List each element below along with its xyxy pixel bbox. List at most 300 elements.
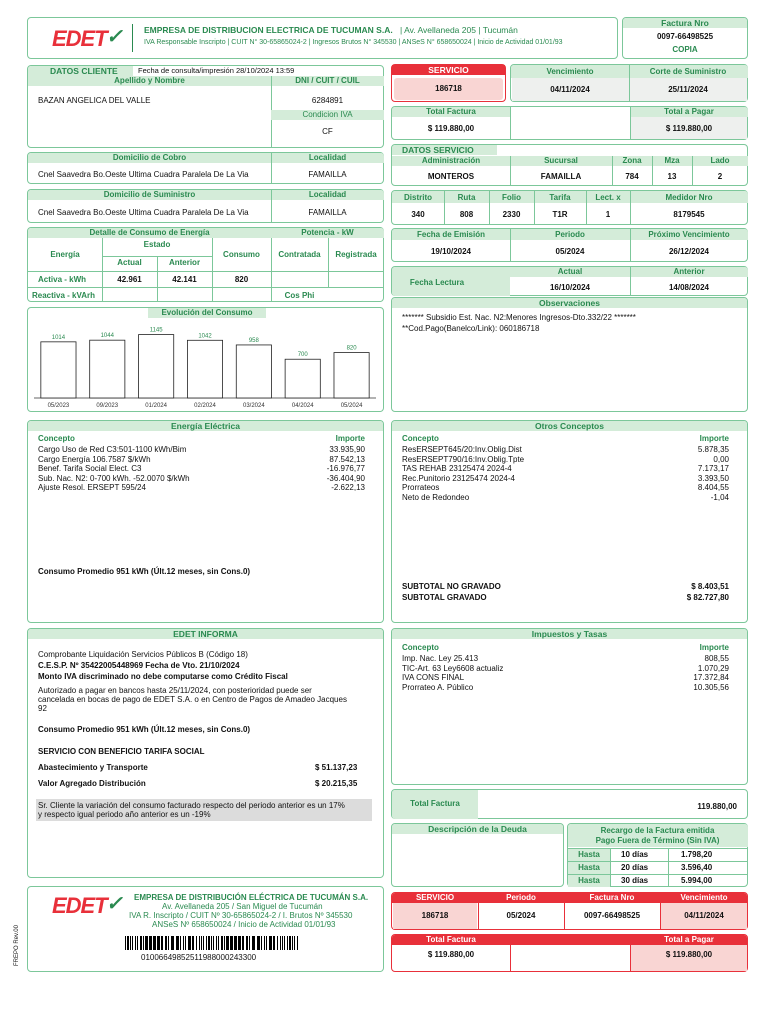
- barcode-bar: [127, 936, 129, 950]
- admin-label: Administración: [421, 156, 481, 165]
- chart-bar: [236, 345, 271, 398]
- datos-servicio-box: [391, 144, 748, 186]
- iva-value: CF: [322, 127, 333, 136]
- obs-line2: **Cod.Pago(Banelco/Link): 060186718: [402, 324, 540, 333]
- barcode-bar: [203, 936, 204, 950]
- barcode-bar: [292, 936, 293, 950]
- venc-label: Vencimiento: [546, 67, 594, 76]
- otros-concepto-1: ResERSEPT790/16:Inv.Oblig.Tpte: [402, 454, 525, 464]
- informa-l5: cancelada en bocas de pago de EDET S.A. o en Centro de Pagos de Amadeo Jacques: [38, 695, 347, 704]
- otros-row: [402, 474, 729, 484]
- talon-total-value: $ 119.880,00: [427, 950, 475, 959]
- total-box: [391, 106, 748, 140]
- barcode-bar: [157, 936, 160, 950]
- barcode-bar: [176, 936, 179, 950]
- energia-concepto-0: Cargo Uso de Red C3:501-1100 kWh/Bim: [38, 445, 187, 454]
- variacion-l1: Sr. Cliente la variación del consumo facturado respecto del periodo anterior es un 17%: [38, 801, 345, 810]
- barcode-bar: [249, 936, 250, 950]
- otros-row: [402, 483, 729, 493]
- chart-data-label: 820: [346, 345, 357, 352]
- talon-total-box: [391, 934, 748, 972]
- otros-row: [402, 464, 729, 474]
- barcode-bar: [213, 936, 214, 950]
- talon-pagar-label: Total a Pagar: [664, 935, 714, 944]
- recargo-rows: [568, 848, 747, 887]
- contratada-label: Contratada: [278, 250, 321, 259]
- lect-actual-value: 16/10/2024: [549, 283, 591, 292]
- energia-row: [38, 464, 365, 474]
- talon-serv-label: SERVICIO: [415, 893, 455, 902]
- folio-value: 2330: [502, 210, 521, 219]
- impuestos-concepto-0: Imp. Nac. Ley 25.413: [402, 654, 479, 663]
- emision-value: 19/10/2024: [430, 247, 472, 256]
- lectura-box: [391, 266, 748, 296]
- informa-l1: Comprobante Liquidación Servicios Públicos B (Código 18): [38, 650, 248, 659]
- barcode-bar: [261, 936, 262, 950]
- informa-l2: C.E.S.P. Nº 35422005448969 Fecha de Vto. 21/10/2024: [38, 661, 240, 670]
- barcode-bar: [226, 936, 229, 950]
- datos-servicio-title: DATOS SERVICIO: [402, 145, 474, 155]
- talon-venc-label: Vencimiento: [680, 893, 728, 902]
- otros-importe-4: 8.404,55: [697, 483, 729, 492]
- talon-iva: IVA R. Inscripto / CUIT Nº 30-65865024-2 / I. Brutos Nº 345530: [129, 911, 353, 920]
- edet-logo: EDET: [52, 26, 107, 51]
- barcode-bar: [143, 936, 144, 950]
- barcode-bar: [149, 936, 152, 950]
- energia-box: [27, 420, 384, 623]
- energia-concepto-4: Ajuste Resol. ERSEPT 595/24: [38, 483, 146, 492]
- impuestos-box: [391, 628, 748, 785]
- recargo-dias: 10 días: [610, 849, 668, 861]
- otros-row: [402, 455, 729, 465]
- barcode-bar: [252, 936, 255, 950]
- zona-value: 784: [625, 172, 639, 181]
- factura-label: Factura Nro: [623, 18, 747, 28]
- impuestos-row: [402, 664, 729, 674]
- talon-pagar-value: $ 119.880,00: [665, 950, 713, 959]
- talon-anses: ANSeS Nº 658650024 / Inicio de Actividad 01/01/93: [152, 920, 336, 929]
- barcode-bar: [216, 936, 217, 950]
- ruta-label: Ruta: [457, 193, 476, 202]
- impuestos-concepto-2: IVA CONS FINAL: [402, 673, 465, 682]
- chart-box: [27, 307, 384, 412]
- recargo-dias: 30 días: [610, 875, 668, 887]
- admin-value: MONTEROS: [427, 172, 475, 181]
- chart-data-label: 958: [248, 337, 259, 344]
- barcode-bar: [145, 936, 148, 950]
- barcode-bar: [266, 936, 267, 950]
- deuda-title: Descripción de la Deuda: [392, 824, 563, 834]
- obs-title: Observaciones: [392, 298, 747, 308]
- barcode-bar: [211, 936, 212, 950]
- barcode-bar: [168, 936, 169, 950]
- factura-number: 0097-66498525: [656, 32, 714, 41]
- energia-rows: [38, 445, 365, 493]
- lect-anterior-value: 14/08/2024: [668, 283, 710, 292]
- otros-importe-0: 5.878,35: [697, 445, 729, 454]
- recargo-monto: 5.994,00: [668, 875, 747, 887]
- dist-value: 340: [411, 210, 425, 219]
- otros-concepto-2: TAS REHAB 23125474 2024-4: [402, 464, 512, 473]
- talon-box: [27, 886, 384, 972]
- talon-venc-value: 04/11/2024: [684, 911, 724, 920]
- otros-importe-1: 0,00: [713, 454, 729, 464]
- cosphi-label: Cos Phi: [284, 291, 315, 300]
- impuestos-row: [402, 654, 729, 664]
- iva-label: Condicion IVA: [302, 110, 353, 119]
- prox-label: Próximo Vencimiento: [648, 230, 730, 239]
- chart-tick-label: 03/2024: [243, 403, 265, 409]
- barcode-bar: [264, 936, 265, 950]
- potencia-label: Potencia - kW: [301, 228, 354, 237]
- cobro-box: [27, 152, 384, 184]
- barcode: [125, 936, 301, 950]
- barcode-bar: [230, 936, 233, 950]
- talon-addr: Av. Avellaneda 205 / San Miguel de Tucumán: [162, 902, 323, 911]
- barcode-bar: [201, 936, 202, 950]
- recargo-title2: Pago Fuera de Término (Sin IVA): [595, 836, 720, 845]
- venc-box: [510, 64, 748, 102]
- name-label: Apellido y Nombre: [114, 76, 185, 85]
- recargo-row: [568, 874, 747, 887]
- lado-label: Lado: [710, 156, 730, 165]
- lado-value: 2: [717, 172, 723, 181]
- folio-label: Folio: [501, 193, 522, 202]
- recargo-dias: 20 días: [610, 862, 668, 874]
- total-factura-label: Total Factura: [410, 799, 460, 808]
- barcode-bar: [192, 936, 194, 950]
- impuestos-importe-0: 808,55: [704, 654, 729, 663]
- talon-serv-value: 186718: [421, 911, 449, 920]
- barcode-bar: [221, 936, 223, 950]
- reactiva-label: Reactiva - kVArh: [32, 291, 95, 300]
- header-divider: [132, 24, 133, 52]
- chart-tick-label: 09/2023: [96, 403, 119, 409]
- abast-label: Abastecimiento y Transporte: [38, 763, 148, 772]
- deuda-box: [391, 823, 564, 887]
- barcode-number: 01006649852511988000243300: [141, 953, 257, 962]
- informa-l4: Autorizado a pagar en bancos hasta 25/11/2024, con posterioridad puede ser: [38, 686, 312, 695]
- check-icon: ✓: [106, 26, 123, 48]
- barcode-bar: [257, 936, 260, 950]
- sub-ng-value: $ 8.403,51: [691, 582, 729, 591]
- recargo-hasta: Hasta: [568, 875, 610, 887]
- impuestos-concepto-1: TIC-Art. 63 Ley6608 actualiz: [402, 663, 504, 673]
- medidor-value: 8179545: [673, 210, 705, 219]
- consulta-date: Fecha de consulta/impresión 28/10/2024 13:59: [138, 66, 295, 75]
- barcode-bar: [218, 936, 219, 950]
- sub-g-label: SUBTOTAL GRAVADO: [402, 593, 487, 602]
- barcode-bar: [137, 936, 138, 950]
- total-value: $ 119.880,00: [427, 124, 475, 133]
- sub-ng-label: SUBTOTAL NO GRAVADO: [402, 582, 501, 591]
- consumo-box: [27, 227, 384, 302]
- cobro-loc: FAMAILLA: [308, 170, 347, 179]
- recargo-monto: 3.596,40: [668, 862, 747, 874]
- cobro-label: Domicilio de Cobro: [112, 153, 187, 162]
- otros-title: Otros Conceptos: [392, 421, 747, 431]
- chart-tick-label: 02/2024: [194, 403, 216, 409]
- talon-check-icon: ✓: [106, 893, 123, 915]
- talon-serv-box: [391, 892, 748, 930]
- barcode-bar: [135, 936, 136, 950]
- barcode-bar: [165, 936, 167, 950]
- total-factura-value: 119.880,00: [697, 802, 737, 811]
- otros-concepto: Concepto: [402, 434, 439, 443]
- otros-row: [402, 445, 729, 455]
- talon-per-label: Periodo: [506, 893, 536, 902]
- client-dni: 6284891: [311, 96, 344, 105]
- mza-value: 13: [667, 172, 677, 181]
- energia-importe-4: -2.622,13: [331, 483, 365, 492]
- activa-actual: 42.961: [117, 275, 142, 284]
- suministro-loc: FAMAILLA: [308, 208, 347, 217]
- barcode-bar: [273, 936, 275, 950]
- servicio-value: 186718: [435, 84, 462, 93]
- obs-box: [391, 297, 748, 412]
- impuestos-row: [402, 683, 729, 693]
- otros-importe-3: 3.393,50: [697, 473, 729, 483]
- barcode-bar: [287, 936, 288, 950]
- recargo-hasta: Hasta: [568, 862, 610, 874]
- corte-label: Corte de Suministro: [649, 67, 727, 76]
- chart-data-label: 1014: [51, 334, 66, 341]
- otros-rows: [402, 445, 729, 502]
- chart-bar: [334, 353, 369, 398]
- barcode-bar: [224, 936, 225, 950]
- corte-value: 25/11/2024: [668, 85, 708, 94]
- otros-concepto-4: Prorrateos: [402, 483, 440, 492]
- factura-box: [622, 17, 748, 59]
- informa-promedio: Consumo Promedio 951 kWh (Últ.12 meses, sin Cons.0): [38, 725, 251, 734]
- barcode-bar: [140, 936, 142, 950]
- company-address: | Av. Avellaneda 205 | Tucumán: [400, 25, 518, 35]
- barcode-bar: [277, 936, 278, 950]
- energia-promedio: Consumo Promedio 951 kWh (Últ.12 meses, sin Cons.0): [38, 567, 251, 576]
- otros-row: [402, 493, 729, 503]
- ruta-value: 808: [459, 210, 474, 219]
- consumo-col-label: Consumo: [223, 250, 260, 259]
- recargo-row: [568, 861, 747, 874]
- barcode-bar: [171, 936, 174, 950]
- barcode-bar: [183, 936, 184, 950]
- chart-tick-label: 05/2024: [340, 403, 363, 409]
- lect-label: Lect. x: [595, 193, 621, 202]
- periodo-value: 05/2024: [555, 247, 585, 256]
- talon-total-label: Total Factura: [426, 935, 476, 944]
- lect-anterior-label: Anterior: [673, 267, 705, 276]
- recargo-box: [567, 823, 748, 887]
- otros-importe: Importe: [699, 434, 729, 443]
- abast-value: $ 51.137,23: [315, 763, 358, 772]
- energia-importe-2: -16.976,77: [326, 464, 365, 473]
- side-label: FREPO Rev.00: [14, 925, 20, 966]
- barcode-bar: [242, 936, 244, 950]
- valor-value: $ 20.215,35: [315, 779, 358, 788]
- impuestos-rows: [402, 654, 729, 692]
- barcode-bar: [125, 936, 126, 950]
- obs-line1: ******* Subsidio Est. Nac. N2:Menores Ingresos-Dto.332/22 *******: [402, 313, 636, 322]
- prox-value: 26/12/2024: [668, 247, 710, 256]
- informa-l3: Monto IVA discriminado no debe computarse como Crédito Fiscal: [38, 672, 288, 681]
- chart-data-label: 700: [297, 352, 308, 359]
- chart-tick-label: 04/2024: [291, 403, 314, 409]
- energia-importe-0: 33.935,90: [329, 445, 365, 454]
- imp-concepto: Concepto: [402, 643, 439, 652]
- otros-concepto-5: Neto de Redondeo: [402, 492, 470, 502]
- otros-importe-5: -1,04: [710, 492, 729, 502]
- energia-importe-1: 87.542,13: [329, 454, 365, 464]
- recargo-row: [568, 848, 747, 861]
- cliente-box: [27, 65, 384, 148]
- registrada-label: Registrada: [335, 250, 377, 259]
- total-factura-box: [391, 789, 748, 819]
- otros-concepto-0: ResERSEPT645/20:Inv.Oblig.Dist: [402, 445, 522, 454]
- suministro-box: [27, 189, 384, 223]
- company-fiscal: IVA Responsable Inscripto | CUIT N° 30-65865024-2 | Ingresos Brutos N° 345530 | ANSeS N° 658650024 | Inicio de Actividad 01/01/93: [144, 39, 563, 46]
- barcode-bar: [153, 936, 156, 950]
- act-label: Actual: [117, 258, 142, 267]
- suc-value: FAMAILLA: [540, 172, 582, 181]
- chart-bar: [90, 340, 125, 398]
- chart-tick-label: 01/2024: [145, 403, 167, 409]
- imp-importe: Importe: [699, 643, 729, 652]
- dni-label: DNI / CUIT / CUIL: [295, 76, 360, 85]
- talon-logo: EDET: [52, 893, 107, 918]
- barcode-bar: [238, 936, 241, 950]
- energia-importe: Importe: [335, 434, 365, 443]
- chart-bar: [285, 359, 320, 398]
- energia-row: [38, 445, 365, 455]
- barcode-bar: [206, 936, 207, 950]
- chart-data-label: 1042: [198, 333, 212, 340]
- ant-label: Anterior: [168, 258, 201, 267]
- barcode-bar: [246, 936, 248, 950]
- activa-anterior: 42.141: [172, 275, 197, 284]
- tarifa-label: Tarifa: [549, 193, 571, 202]
- zona-label: Zona: [622, 156, 642, 165]
- distrito-box: [391, 190, 748, 225]
- barcode-bar: [130, 936, 131, 950]
- impuestos-importe-2: 17.372,84: [693, 673, 729, 682]
- variacion-l2: y respecto igual periodo año anterior es un -19%: [38, 810, 211, 819]
- otros-concepto-3: Rec.Punitorio 23125474 2024-4: [402, 473, 515, 483]
- otros-box: [391, 420, 748, 623]
- suc-label: Sucursal: [544, 156, 578, 165]
- cobro-address: Cnel Saavedra Bo.Oeste Ultima Cuadra Paralela De La Via: [38, 170, 249, 179]
- talon-fact-value: 0097-66498525: [583, 911, 641, 920]
- cliente-title: DATOS CLIENTE: [50, 66, 118, 76]
- lect-value: 1: [605, 210, 611, 219]
- sub-g-value: $ 82.727,80: [686, 593, 729, 602]
- chart-title: Evolución del Consumo: [161, 308, 253, 317]
- servicio-box: [391, 64, 506, 102]
- servicio-label: SERVICIO: [392, 65, 505, 75]
- energia-title: Energía Eléctrica: [28, 421, 383, 431]
- barcode-bar: [289, 936, 291, 950]
- suministro-loc-label: Localidad: [308, 190, 347, 199]
- emision-label: Fecha de Emisión: [416, 230, 486, 239]
- barcode-bar: [196, 936, 197, 950]
- impuestos-row: [402, 673, 729, 683]
- activa-label: Activa - kWh: [38, 275, 87, 284]
- activa-consumo: 820: [234, 275, 249, 284]
- energia-row: [38, 474, 365, 484]
- chart-bar: [187, 340, 222, 398]
- chart-tick-label: 05/2023: [47, 403, 70, 409]
- total-label: Total Factura: [426, 107, 476, 116]
- barcode-bar: [161, 936, 163, 950]
- energia-label: Energía: [50, 250, 80, 259]
- talon-fact-label: Factura Nro: [589, 893, 635, 902]
- chart-bar: [139, 335, 174, 398]
- energia-concepto-3: Sub. Nac. N2: 0-700 kWh. -52.0070 $/kWh: [38, 473, 190, 483]
- chart-bar: [41, 342, 76, 398]
- lectura-label: Fecha Lectura: [409, 278, 465, 287]
- talon-per-value: 05/2024: [506, 911, 536, 920]
- energia-row: [38, 483, 365, 493]
- barcode-bar: [180, 936, 181, 950]
- recargo-title1: Recargo de la Factura emitida: [600, 826, 715, 835]
- barcode-bar: [297, 936, 298, 950]
- client-name: BAZAN ANGELICA DEL VALLE: [38, 96, 151, 105]
- recargo-monto: 1.798,20: [668, 849, 747, 861]
- impuestos-importe-3: 10.305,56: [693, 682, 729, 692]
- talon-name: EMPRESA DE DISTRIBUCIÓN ELÉCTRICA DE TUCUMÁN S.A.: [134, 893, 369, 902]
- barcode-bar: [199, 936, 200, 950]
- dist-label: Distrito: [404, 193, 432, 202]
- barcode-bar: [280, 936, 281, 950]
- chart-data-label: 1044: [100, 333, 114, 340]
- pagar-value: $ 119.880,00: [665, 124, 713, 133]
- lect-actual-label: Actual: [557, 267, 583, 276]
- barcode-bar: [284, 936, 285, 950]
- recargo-hasta: Hasta: [568, 849, 610, 861]
- valor-label: Valor Agregado Distribución: [38, 779, 146, 788]
- emision-box: [391, 228, 748, 262]
- impuestos-importe-1: 1.070,29: [697, 663, 729, 673]
- informa-l6: 92: [38, 704, 47, 713]
- venc-value: 04/11/2024: [550, 85, 590, 94]
- periodo-label: Periodo: [555, 230, 585, 239]
- energia-importe-3: -36.404,90: [326, 473, 365, 483]
- impuestos-title: Impuestos y Tasas: [392, 629, 747, 639]
- energia-concepto-2: Benef. Tarifa Social Elect. C3: [38, 464, 142, 473]
- suministro-address: Cnel Saavedra Bo.Oeste Ultima Cuadra Paralela De La Via: [38, 208, 249, 217]
- barcode-bar: [132, 936, 133, 950]
- medidor-label: Medidor Nro: [665, 193, 713, 202]
- impuestos-concepto-3: Prorrateo A. Público: [402, 682, 474, 692]
- informa-title: EDET INFORMA: [28, 629, 383, 639]
- header-box: [27, 17, 618, 59]
- energia-concepto: Concepto: [38, 434, 75, 443]
- barcode-bar: [294, 936, 295, 950]
- barcode-bar: [208, 936, 210, 950]
- informa-box: [27, 628, 384, 878]
- suministro-label: Domicilio de Suministro: [103, 190, 196, 199]
- barcode-bar: [185, 936, 186, 950]
- chart-data-label: 1145: [149, 327, 163, 334]
- tarifa-value: T1R: [552, 210, 568, 219]
- barcode-bar: [234, 936, 237, 950]
- energia-concepto-1: Cargo Energía 106.7587 $/kWh: [38, 454, 151, 464]
- company-name: EMPRESA DE DISTRIBUCION ELECTRICA DE TUCUMAN S.A.: [144, 25, 393, 35]
- estado-label: Estado: [143, 240, 171, 249]
- consumo-title: Detalle de Consumo de Energía: [89, 228, 210, 237]
- factura-copy: COPIA: [672, 45, 698, 54]
- cobro-loc-label: Localidad: [308, 153, 347, 162]
- otros-importe-2: 7.173,17: [697, 464, 729, 473]
